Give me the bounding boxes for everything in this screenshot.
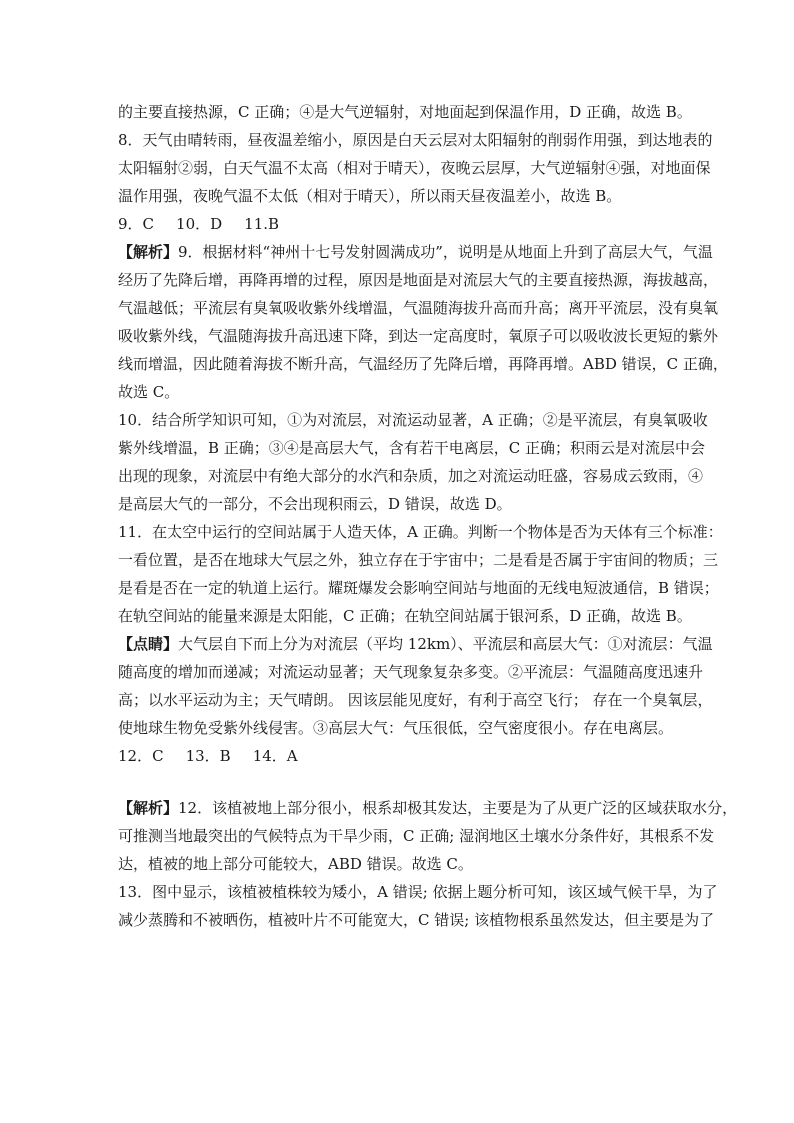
text-line: [118, 322, 719, 350]
text-line: [118, 462, 704, 490]
line-text: 吸收紫外线，气温随海拔升高迅速下降，到达一定高度时，氧原子可以吸收波长更短的紫外: [118, 327, 719, 345]
line-text: 9．根据材料“神州十七号发射圆满成功”，说明是从地面上升到了高层大气，气温: [178, 243, 713, 261]
line-text: 是高层大气的一部分，不会出现积雨云，D 错误，故选 D。: [118, 495, 512, 513]
text-line: [118, 98, 692, 126]
text-line: [118, 574, 719, 602]
paragraph: [118, 238, 728, 406]
text-line: [118, 602, 692, 630]
text-line: [118, 546, 719, 574]
text-line: [118, 714, 678, 742]
text-line: [118, 630, 713, 658]
line-text: 太阳辐射②弱，白天气温不太高（相对于晴天），夜晚云层厚，大气逆辐射④强，对地面保: [118, 159, 711, 177]
paragraph: [118, 406, 708, 518]
line-text: 随高度的增加而递减；对流运动显著；天气现象复杂多变。②平流层：气温随高度迅速升: [118, 663, 704, 681]
text-line: [118, 658, 704, 686]
line-text: 故选 C。: [118, 383, 180, 401]
paragraph: [118, 98, 692, 126]
text-line: [118, 182, 678, 210]
text-line: [118, 126, 713, 154]
line-text: 减少蒸腾和不被晒伤，植被叶片不可能宽大，C 错误; 该植物根系虽然发达，但主要是为了: [118, 911, 715, 929]
line-text: 11．在太空中运行的空间站属于人造天体，A 正确。判断一个物体是否为天体有三个标准：: [118, 523, 723, 541]
paragraph: [118, 126, 713, 210]
line-text: 达，植被的地上部分可能较大，ABD 错误。故选 C。: [118, 855, 473, 873]
line-text: 10．结合所学知识可知，①为对流层，对流运动显著，A 正确；②是平流层，有臭氧吸收: [118, 411, 708, 429]
text-line: [118, 378, 678, 406]
answer-item: 14．A: [252, 747, 298, 765]
document-body: [118, 98, 738, 934]
text-line: [118, 822, 715, 850]
section-tag: 【解析】: [118, 799, 179, 817]
text-line: [118, 850, 678, 878]
text-line: [118, 434, 706, 462]
line-text: 使地球生物免受紫外线侵害。③高层大气：气压很低，空气密度很小。存在电离层。: [118, 719, 674, 737]
text-line: [118, 490, 678, 518]
paragraph: [118, 518, 723, 630]
line-text: 经历了先降后增，再降再增的过程，原因是地面是对流层大气的主要直接热源，海拔越高，: [118, 271, 719, 289]
answer-item: 9．C: [118, 215, 155, 233]
line-text: 13．图中显示，该植被植株较为矮小，A 错误; 依据上题分析可知，该区域气候干旱，为了: [118, 883, 718, 901]
line-text: 8．天气由晴转雨，昼夜温差缩小，原因是白天云层对太阳辐射的削弱作用强，到达地表的: [118, 131, 713, 149]
paragraph: [118, 742, 678, 770]
text-line: [118, 406, 708, 434]
answer-item: 12．C: [118, 747, 164, 765]
text-line: [118, 350, 728, 378]
text-line: [118, 238, 713, 266]
answer-key-line: [118, 742, 678, 770]
line-text: 气温越低；平流层有臭氧吸收紫外线增温，气温随海拔升高而升高；离开平流层，没有臭氧: [118, 299, 719, 317]
answer-key-line: [118, 210, 678, 238]
section-tag: 【点睛】: [118, 635, 179, 653]
paragraph: [118, 630, 713, 742]
line-text: 一看位置，是否在地球大气层之外，独立存在于宇宙中；二是看是否属于宇宙间的物质；三: [118, 551, 719, 569]
line-text: 紫外线增温，B 正确；③④是高层大气，含有若干电离层，C 正确；积雨云是对流层中会: [118, 439, 706, 457]
line-text: 高；以水平运动为主；天气晴朗。 因该层能见度好，有利于高空飞行； 存在一个臭氧层，: [118, 691, 713, 709]
text-line: [118, 686, 713, 714]
paragraph: [118, 210, 678, 238]
line-text: 大气层自下而上分为对流层（平均 12km）、平流层和高层大气：①对流层：气温: [178, 635, 713, 653]
answer-item: 11.B: [244, 215, 280, 233]
paragraph-spacer: [118, 770, 678, 794]
answer-item: 10．D: [176, 215, 223, 233]
text-line: [118, 794, 738, 822]
text-line: [118, 518, 723, 546]
text-line: [118, 266, 719, 294]
paragraph: [118, 878, 718, 934]
line-text: 可推测当地最突出的气候特点为干旱少雨，C 正确; 湿润地区土壤水分条件好，其根系不发: [118, 827, 715, 845]
line-text: 线而增温，因此随着海拔不断升高，气温经历了先降后增，再降再增。ABD 错误，C 正确，: [118, 355, 728, 373]
text-line: [118, 294, 719, 322]
line-text: 12．该植被地上部分很小，根系却极其发达，主要是为了从更广泛的区域获取水分，: [178, 799, 738, 817]
line-text: 在轨空间站的能量来源是太阳能，C 正确；在轨空间站属于银河系，D 正确，故选 B。: [118, 607, 692, 625]
line-text: 出现的现象，对流层中有绝大部分的水汽和杂质，加之对流运动旺盛，容易成云致雨，④: [118, 467, 704, 485]
paragraph: [118, 794, 738, 878]
line-text: 温作用强，夜晚气温不太低（相对于晴天），所以雨天昼夜温差小，故选 B。: [118, 187, 622, 205]
answer-item: 13．B: [185, 747, 231, 765]
section-tag: 【解析】: [118, 243, 179, 261]
text-line: [118, 154, 711, 182]
line-text: 是看是否在一定的轨道上运行。耀斑爆发会影响空间站与地面的无线电短波通信，B 错误；: [118, 579, 719, 597]
text-line: [118, 878, 718, 906]
text-line: [118, 906, 715, 934]
line-text: 的主要直接热源，C 正确；④是大气逆辐射，对地面起到保温作用，D 正确，故选 B。: [118, 103, 692, 121]
